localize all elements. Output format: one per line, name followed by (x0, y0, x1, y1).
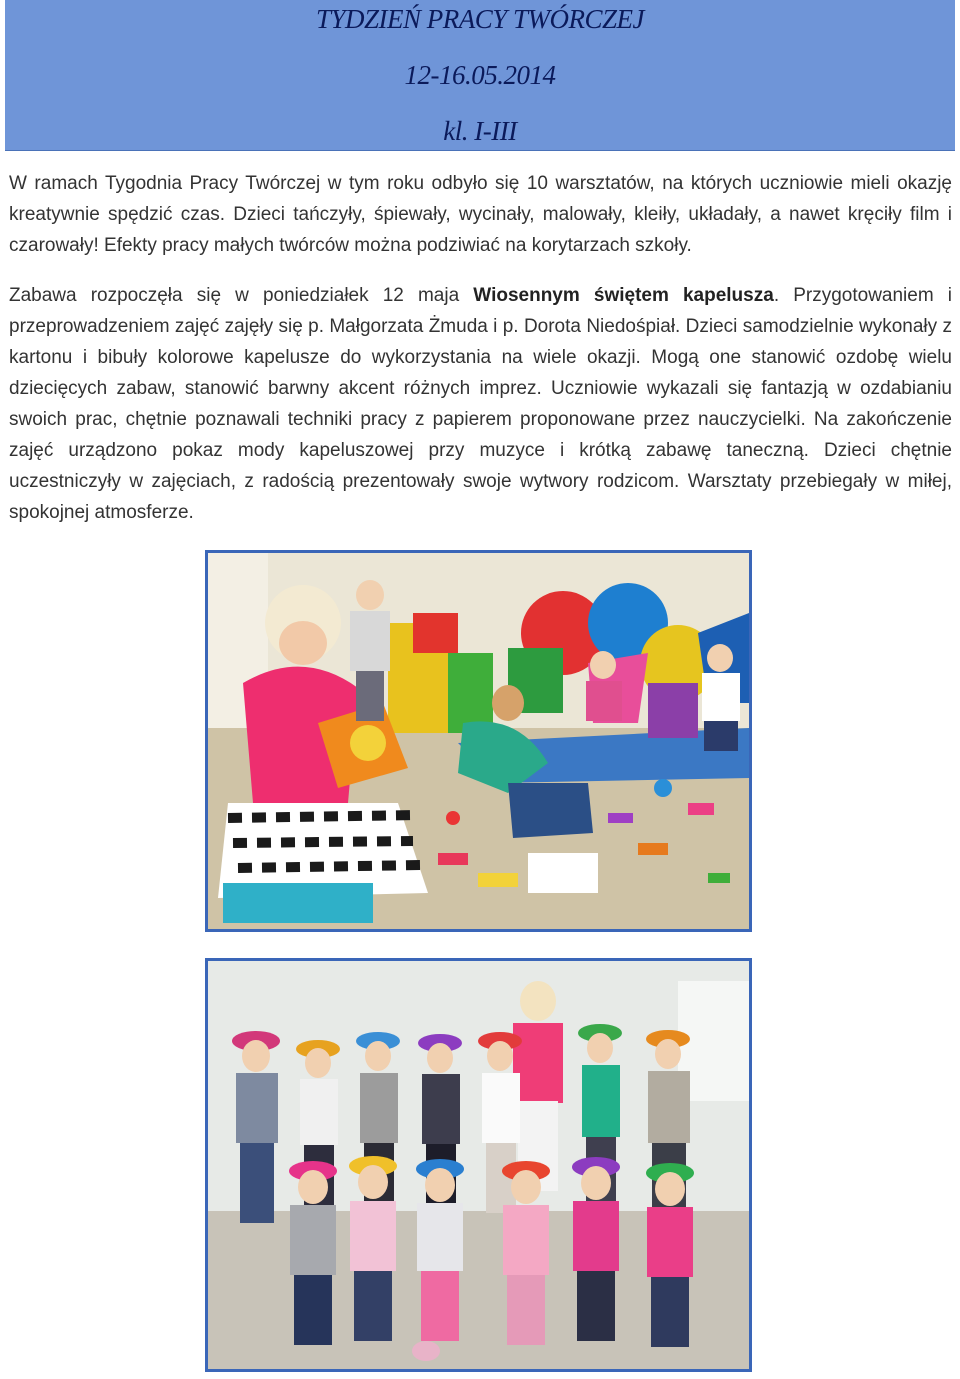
workshop-paragraph (9, 280, 952, 528)
photo-hat-workshop (205, 550, 752, 932)
title-banner (5, 0, 955, 151)
event-dates: 12-16.05.2014 (404, 60, 556, 90)
photo-hat-group-illustration (208, 961, 749, 1369)
photo-hat-group (205, 958, 752, 1372)
event-name: Wiosennym świętem kapelusza (473, 285, 774, 306)
workshop-description: . Przygotowaniem i przeprowadzeniem zajęć zajęły się p. Małgorzata Żmuda i p. Dorota Niedośpiał. Dzieci samodzielnie wykonały z kartonu i bibuły kolorowe kapelusze do wykorzystania na wiele okazji. Mogą one stanowić ozdobę wielu dziecięcych zabaw, stanowić barwny akcent różnych imprez. Uczniowie wykazali się fantazją w ozdabianiu swoich prac, chętnie poznawali techniki pracy z papierem proponowane przez nauczycielki. Na zakończenie zajęć urządzono pokaz mody kapeluszowej przy muzyce i krótką zabawę taneczną. Dzieci chętnie uczestniczyły w zajęciach, z radością prezentowały swoje wytwory rodzicom. Warsztaty przebiegały w miłej, spokojnej atmosferze. (9, 285, 953, 523)
intro-paragraph: W ramach Tygodnia Pracy Twórczej w tym roku odbyło się 10 warsztatów, na których uczniowie mieli okazję kreatywnie spędzić czas. Dzieci tańczyły, śpiewały, wycinały, malowały, kleiły, układały, a nawet kręciły film i czarowały! Efekty pracy małych twórców można podziwiać na korytarzach szkoły. (9, 173, 952, 256)
photo-hat-workshop-illustration (208, 553, 749, 929)
class-range: kl. I-III (443, 116, 517, 146)
page-title: TYDZIEŃ PRACY TWÓRCZEJ (315, 4, 645, 34)
workshop-lead: Zabawa rozpoczęła się w poniedziałek 12 maja (9, 285, 474, 306)
